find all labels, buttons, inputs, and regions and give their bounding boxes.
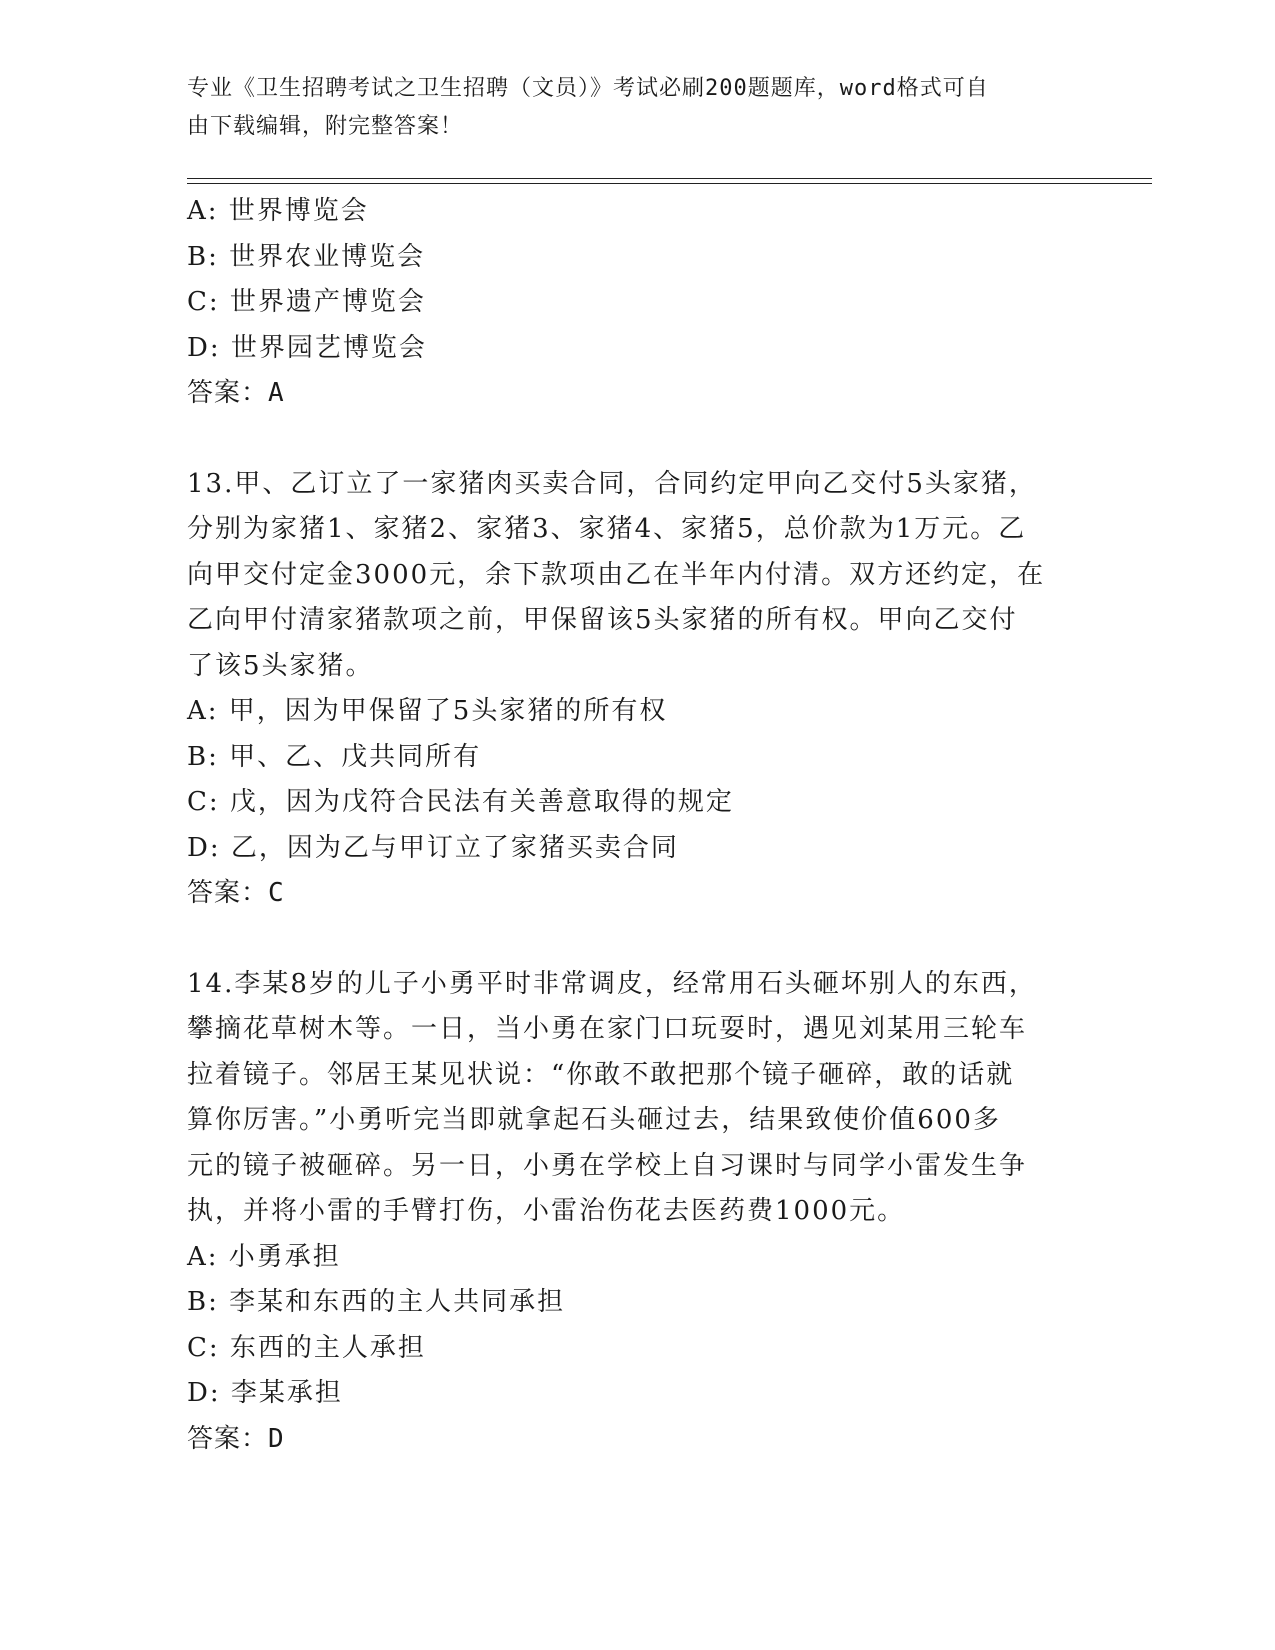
option-b: B: 甲、乙、戊共同所有 (187, 741, 482, 772)
question-text-line: 13.甲、乙订立了一家猪肉买卖合同，合同约定甲向乙交付5头家猪， (187, 468, 1037, 499)
option-c: C: 世界遗产博览会 (187, 287, 426, 317)
answer-value: A (268, 378, 285, 408)
option-b: B: 李某和东西的主人共同承担 (187, 1287, 566, 1317)
question-text-line: 14.李某8岁的儿子小勇平时非常调皮，经常用石头砸坏别人的东西， (187, 968, 1037, 999)
option-a: A: 小勇承担 (187, 1241, 341, 1272)
question-12-options (187, 189, 1087, 371)
option-a: A: 世界博览会 (187, 196, 369, 226)
question-14-answer (187, 1417, 1087, 1463)
question-text-line: 元的镜子被砸碎。另一日，小勇在学校上自习课时与同学小雷发生争 (187, 1150, 1028, 1181)
question-text-line: 算你厉害。”小勇听完当即就拿起石头砸过去，结果致使价值600多 (187, 1105, 1001, 1135)
header-rule-top (187, 178, 1152, 179)
question-text-line: 分别为家猪1、家猪2、家猪3、家猪4、家猪5，总价款为1万元。乙 (187, 514, 1027, 544)
question-text-line: 乙向甲付清家猪款项之前，甲保留该5头家猪的所有权。甲向乙交付 (187, 605, 1018, 635)
question-text-line: 向甲交付定金3000元，余下款项由乙在半年内付清。双方还约定，在 (187, 559, 1046, 590)
header-rule-bottom (187, 183, 1152, 184)
answer-label: 答案： (187, 378, 269, 408)
answer-value: D (268, 1423, 285, 1454)
question-text-line: 执，并将小雷的手臂打伤，小雷治伤花去医药费1000元。 (187, 1196, 906, 1226)
answer-label: 答案： (187, 878, 269, 908)
question-14-text (187, 962, 1087, 1235)
option-a: A: 甲，因为甲保留了5头家猪的所有权 (187, 696, 668, 726)
question-text-line: 拉着镜子。邻居王某见状说：“你敢不敢把那个镜子砸碎，敢的话就 (187, 1059, 1015, 1090)
answer-value: C (268, 878, 285, 908)
option-d: D: 乙，因为乙与甲订立了家猪买卖合同 (187, 832, 679, 863)
question-14-options (187, 1235, 1087, 1417)
header-line-2: 由下载编辑，附完整答案！ (187, 114, 464, 139)
question-13-text (187, 462, 1087, 690)
option-d: D: 世界园艺博览会 (187, 332, 427, 363)
question-content (187, 189, 1087, 1462)
question-13-options (187, 689, 1087, 871)
question-text-line: 了该5头家猪。 (187, 650, 374, 681)
question-12-answer (187, 371, 1087, 417)
question-13-answer (187, 871, 1087, 917)
option-c: C: 东西的主人承担 (187, 1332, 426, 1363)
option-b: B: 世界农业博览会 (187, 241, 426, 272)
answer-label: 答案： (187, 1423, 269, 1454)
document-header (187, 70, 1067, 146)
header-line-1: 专业《卫生招聘考试之卫生招聘（文员）》考试必刷200题题库，word格式可自 (187, 76, 989, 101)
question-text-line: 攀摘花草树木等。一日，当小勇在家门口玩耍时，遇见刘某用三轮车 (187, 1014, 1028, 1044)
option-c: C: 戊，因为戊符合民法有关善意取得的规定 (187, 787, 734, 817)
option-d: D: 李某承担 (187, 1378, 343, 1408)
